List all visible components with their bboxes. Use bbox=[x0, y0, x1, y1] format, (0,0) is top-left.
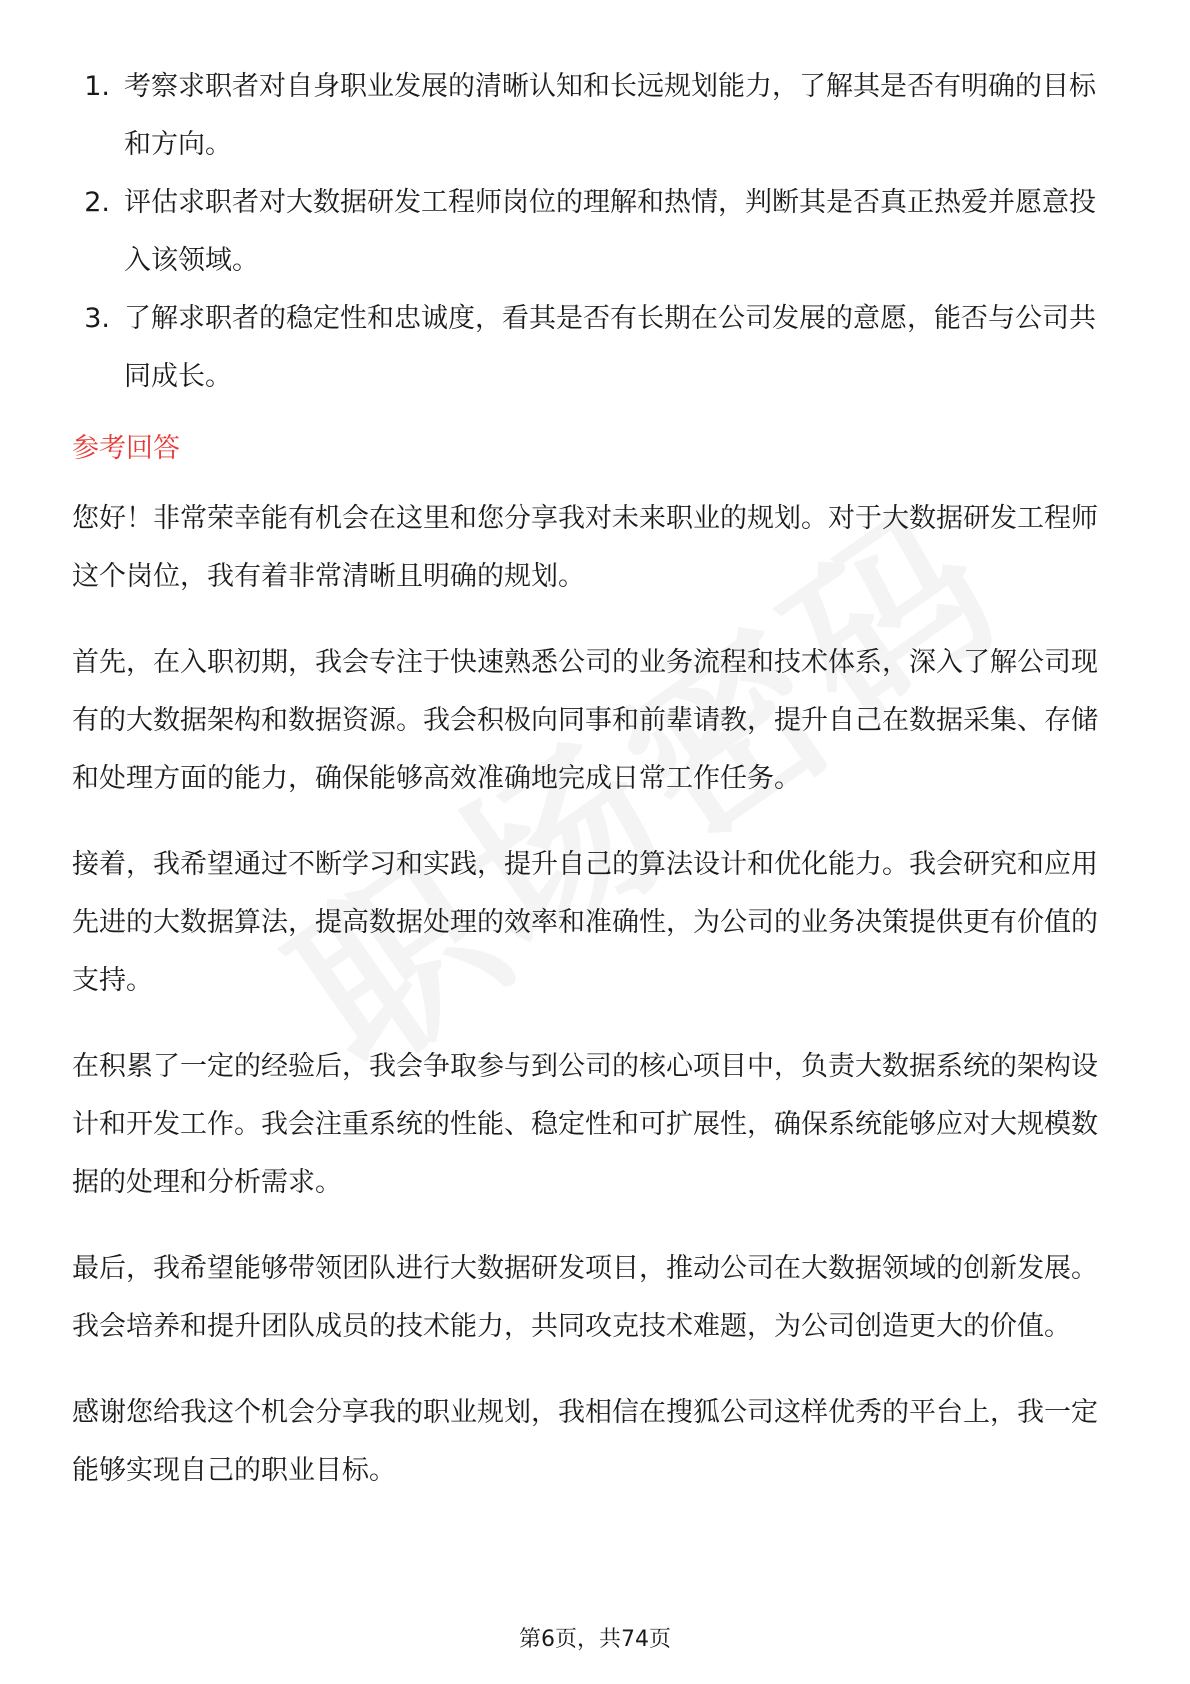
section-heading: 参考回答 bbox=[72, 433, 180, 464]
document-body bbox=[72, 58, 1120, 1528]
list-item bbox=[72, 58, 1120, 174]
paragraph: 感谢您给我这个机会分享我的职业规划，我相信在搜狐公司这样优秀的平台上，我一定能够实现自己的职业目标。 bbox=[72, 1397, 1098, 1486]
page-footer: 第6页，共74页 bbox=[519, 1627, 671, 1652]
list-number: 2. bbox=[84, 187, 110, 218]
paragraph: 在积累了一定的经验后，我会争取参与到公司的核心项目中，负责大数据系统的架构设计和开发工作。我会注重系统的性能、稳定性和可扩展性，确保系统能够应对大规模数据的处理和分析需求。 bbox=[72, 1051, 1098, 1198]
list-item bbox=[72, 290, 1120, 406]
list-text: 考察求职者对自身职业发展的清晰认知和长远规划能力，了解其是否有明确的目标和方向。 bbox=[124, 71, 1096, 160]
list-number: 3. bbox=[84, 303, 110, 334]
list-item bbox=[72, 174, 1120, 290]
list-text: 评估求职者对大数据研发工程师岗位的理解和热情，判断其是否真正热爱并愿意投入该领域。 bbox=[124, 187, 1096, 276]
list-number: 1. bbox=[84, 71, 110, 102]
numbered-list bbox=[72, 58, 1120, 406]
list-text: 了解求职者的稳定性和忠诚度，看其是否有长期在公司发展的意愿，能否与公司共同成长。 bbox=[124, 303, 1096, 392]
paragraph: 首先，在入职初期，我会专注于快速熟悉公司的业务流程和技术体系，深入了解公司现有的大数据架构和数据资源。我会积极向同事和前辈请教，提升自己在数据采集、存储和处理方面的能力，确保能够高效准确地完成日常工作任务。 bbox=[72, 647, 1098, 794]
paragraph: 您好！非常荣幸能有机会在这里和您分享我对未来职业的规划。对于大数据研发工程师这个岗位，我有着非常清晰且明确的规划。 bbox=[72, 503, 1098, 592]
paragraph: 最后，我希望能够带领团队进行大数据研发项目，推动公司在大数据领域的创新发展。我会培养和提升团队成员的技术能力，共同攻克技术难题，为公司创造更大的价值。 bbox=[72, 1253, 1098, 1342]
paragraph: 接着，我希望通过不断学习和实践，提升自己的算法设计和优化能力。我会研究和应用先进的大数据算法，提高数据处理的效率和准确性，为公司的业务决策提供更有价值的支持。 bbox=[72, 849, 1098, 996]
